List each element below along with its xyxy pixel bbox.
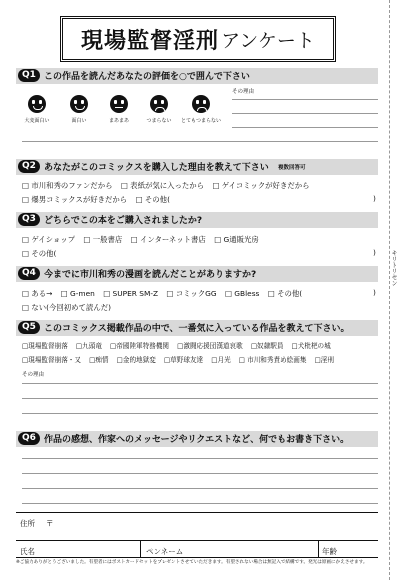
reason-line[interactable] [22, 141, 378, 142]
q5-row2 [22, 354, 340, 364]
option[interactable]: □現場監督崩落・又 [22, 356, 81, 364]
option[interactable]: □ ある→ [22, 289, 53, 298]
option[interactable]: □奴隷駅員 [250, 342, 284, 350]
q5-tag: Q5 [18, 321, 40, 334]
q1-reason-label: その理由 [232, 89, 255, 95]
q2-row2 [22, 194, 176, 205]
option[interactable]: □ その他( [267, 289, 303, 298]
face-label: まあまあ [108, 118, 129, 124]
cut-line [389, 0, 390, 580]
option[interactable]: □ インターネット書店 [130, 235, 206, 244]
option[interactable]: □ その他( [22, 249, 57, 258]
reason-line[interactable] [22, 413, 378, 414]
option[interactable]: □金的地獄変 [116, 356, 156, 364]
q4-row1 [22, 288, 308, 299]
divider [318, 540, 319, 557]
option[interactable]: □ コミックGG [166, 289, 217, 298]
option[interactable]: □犬枇杷の城 [291, 342, 331, 350]
option[interactable]: □ 表紙が気に入ったから [120, 181, 205, 190]
option[interactable]: □ ゲイコミックが好きだから [212, 181, 310, 190]
q4-text: 今までに市川和秀の漫画を読んだことがありますか? [44, 270, 257, 280]
option[interactable]: □ ゲイショップ [22, 235, 76, 244]
face-very-fun-icon[interactable] [28, 95, 46, 113]
message-line[interactable] [22, 458, 378, 459]
address-label: 住所 [20, 519, 35, 528]
face-label: 面白い [71, 118, 87, 124]
postal-mark: 〒 [46, 519, 54, 528]
q3-text: どちらでこの本をご購入されましたか? [44, 216, 203, 226]
title-box [60, 16, 336, 62]
reason-line[interactable] [232, 127, 378, 128]
message-line[interactable] [22, 503, 378, 504]
q4-tag: Q4 [18, 267, 40, 280]
option[interactable]: □ 一般書店 [83, 235, 123, 244]
option[interactable]: □草野球友達 [163, 356, 204, 364]
q3-tag: Q3 [18, 213, 40, 226]
title-sub: アンケート [221, 29, 315, 52]
cut-line-label: キリトリセン [390, 250, 397, 286]
option[interactable]: □現場監督崩落 [22, 342, 68, 350]
message-line[interactable] [22, 473, 378, 474]
option[interactable]: □ G-men [60, 289, 95, 298]
face-very-boring-icon[interactable] [192, 95, 210, 113]
close-paren: ) [373, 248, 376, 257]
reason-line[interactable] [232, 99, 378, 100]
q6-tag: Q6 [18, 432, 40, 445]
address-top-rule [16, 512, 378, 513]
penname-label: ペンネーム [146, 547, 184, 556]
address-field[interactable] [16, 540, 378, 541]
close-paren: ) [373, 194, 376, 203]
message-line[interactable] [22, 488, 378, 489]
title-main: 現場監督淫刑 [81, 28, 220, 54]
q5-row1 [22, 340, 337, 350]
q6-text: 作品の感想、作家へのメッセージやリクエストなど、何でもお書き下さい。 [44, 435, 350, 445]
face-ok-icon[interactable] [110, 95, 128, 113]
option[interactable]: □痴情 [89, 356, 109, 364]
option[interactable]: □激闘応援団漢道哀歌 [177, 342, 243, 350]
face-fun-icon[interactable] [70, 95, 88, 113]
reason-line[interactable] [22, 398, 378, 399]
name-label: 氏名 [20, 547, 35, 556]
q2-text: あなたがこのコミックスを購入した理由を教えて下さい [44, 163, 269, 173]
footnote: ※ご協力ありがとうございました。有望者にはポストカードセットをプレゼントさせていただきます。有望されない場合は無記入で結構です。発光は原画にかえさせます。 [16, 560, 368, 565]
reason-line[interactable] [22, 383, 378, 384]
option[interactable]: □淫刑 [314, 356, 334, 364]
option[interactable]: □ G通販光房 [214, 235, 259, 244]
face-label: 大変面白い [24, 118, 50, 124]
q2-note: 複数回答可 [278, 165, 306, 171]
option[interactable]: □月光 [211, 356, 231, 364]
q1-text: この作品を読んだあなたの評価を○で囲んで下さい [44, 72, 250, 82]
option[interactable]: □ 市川和秀のファンだから [22, 181, 113, 190]
q5-text: このコミックス掲載作品の中で、一番気に入っている作品を教えて下さい。 [44, 324, 350, 334]
age-label: 年齢 [322, 547, 337, 556]
face-boring-icon[interactable] [150, 95, 168, 113]
option[interactable]: □ 市川和秀責め絵画集 [238, 356, 307, 364]
option[interactable]: □ ない(今回初めて読んだ) [22, 303, 112, 312]
reason-line[interactable] [232, 113, 378, 114]
option[interactable]: □ SUPER SM-Z [103, 289, 159, 298]
name-field[interactable] [16, 557, 378, 558]
option[interactable]: □帝國陸軍特務機関 [110, 342, 170, 350]
option[interactable]: □ その他( [135, 195, 170, 204]
q3-row2 [22, 248, 62, 259]
q4-row2 [22, 302, 117, 313]
close-paren: ) [373, 288, 376, 297]
q2-row1 [22, 180, 316, 191]
q2-tag: Q2 [18, 160, 40, 173]
q5-reason-label: その理由 [22, 372, 45, 378]
q1-tag: Q1 [18, 69, 40, 82]
q3-row1 [22, 234, 265, 245]
option[interactable]: □ 爆男コミックスが好きだから [22, 195, 128, 204]
face-label: とてもつまらない [181, 118, 222, 124]
divider [140, 540, 141, 557]
face-label: つまらない [146, 118, 172, 124]
option[interactable]: □ GBless [224, 289, 260, 298]
option[interactable]: □九頭竜 [75, 342, 102, 350]
